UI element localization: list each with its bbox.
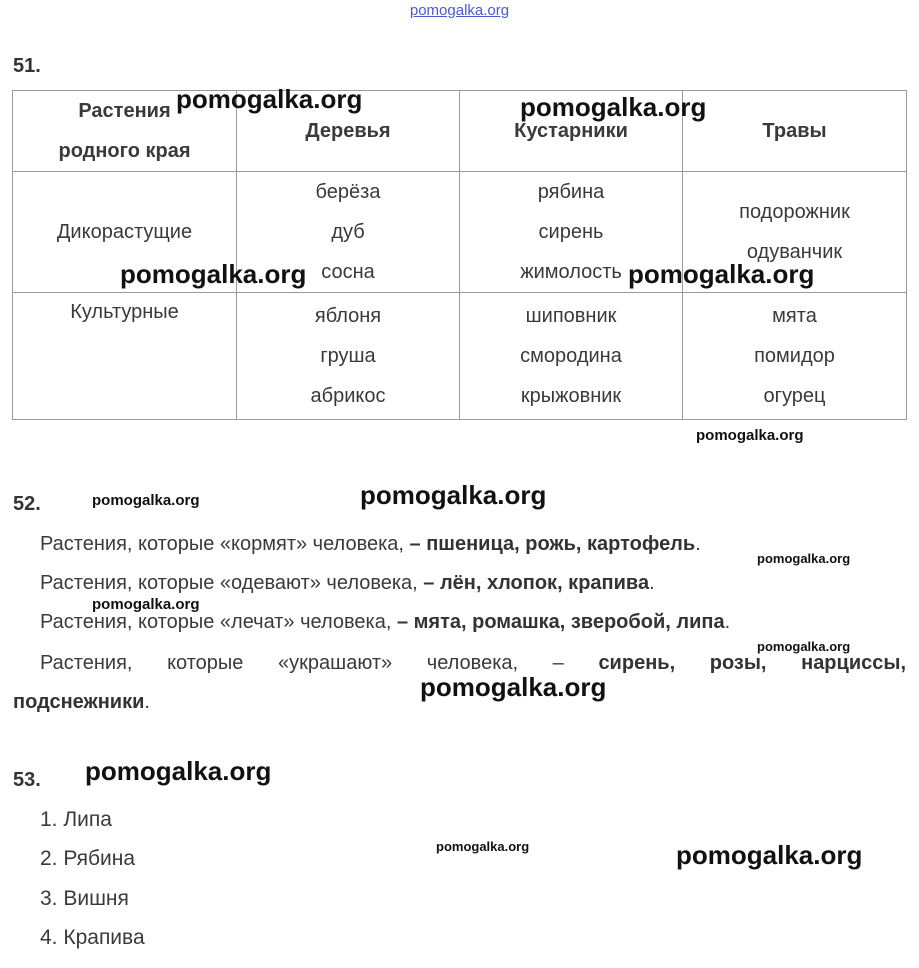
watermark: pomogalka.org bbox=[85, 756, 272, 786]
task-51-number: 51. bbox=[13, 55, 41, 77]
wild-grasses-cell: подорожник одуванчик bbox=[683, 172, 907, 293]
watermark: pomogalka.org bbox=[176, 84, 363, 114]
watermark: pomogalka.org bbox=[420, 672, 607, 702]
wild-shrubs-cell: рябина сирень жимолость bbox=[460, 172, 683, 293]
row-label-cultivated: Культурные bbox=[13, 293, 237, 420]
task-53-number: 53. bbox=[13, 769, 41, 791]
cultivated-shrubs-cell: шиповник смородина крыжовник bbox=[460, 293, 683, 420]
list-item: 2. Рябина bbox=[40, 847, 136, 870]
header-trees: Деревья bbox=[237, 91, 460, 172]
watermark: pomogalka.org bbox=[757, 551, 851, 566]
table-row bbox=[13, 293, 907, 420]
list-item: 1. Липа bbox=[40, 808, 112, 831]
task-52-line-2: Растения, которые «одевают» человека, – лён, хлопок, крапива. bbox=[40, 572, 655, 594]
watermark: pomogalka.org bbox=[696, 427, 804, 444]
task-52-line-1: Растения, которые «кормят» человека, – пшеница, рожь, картофель. bbox=[40, 533, 701, 555]
watermark: pomogalka.org bbox=[360, 480, 547, 510]
plants-table bbox=[12, 90, 907, 420]
list-item: 3. Вишня bbox=[40, 887, 129, 910]
watermark: pomogalka.org bbox=[628, 259, 815, 289]
watermark: pomogalka.org bbox=[436, 839, 530, 854]
list-item: 4. Крапива bbox=[40, 926, 145, 949]
task-52-number: 52. bbox=[13, 493, 41, 515]
wild-trees-cell: берёза дуб сосна bbox=[237, 172, 460, 293]
cultivated-grasses-cell: мята помидор огурец bbox=[683, 293, 907, 420]
cultivated-trees-cell: яблоня груша абрикос bbox=[237, 293, 460, 420]
watermark: pomogalka.org bbox=[520, 92, 707, 122]
watermark: pomogalka.org bbox=[120, 259, 307, 289]
task-52-line-4: Растения, которые «украшают» человека, – сирень, розы, нарциссы, bbox=[40, 652, 907, 674]
header-native-plants: Растения родного края bbox=[13, 91, 237, 172]
watermark: pomogalka.org bbox=[92, 492, 200, 509]
watermark: pomogalka.org bbox=[676, 840, 863, 870]
row-label-wild: Дикорастущие bbox=[13, 172, 237, 293]
watermark: pomogalka.org bbox=[92, 596, 200, 613]
table-header-row bbox=[13, 91, 907, 172]
task-52-line-5: подснежники. bbox=[13, 691, 150, 713]
task-52-line-3: Растения, которые «лечат» человека, – мята, ромашка, зверобой, липа. bbox=[40, 611, 731, 633]
watermark: pomogalka.org bbox=[757, 639, 851, 654]
top-watermark-link[interactable]: pomogalka.org bbox=[409, 2, 510, 19]
header-shrubs: Кустарники bbox=[460, 91, 683, 172]
header-grasses: Травы bbox=[683, 91, 907, 172]
